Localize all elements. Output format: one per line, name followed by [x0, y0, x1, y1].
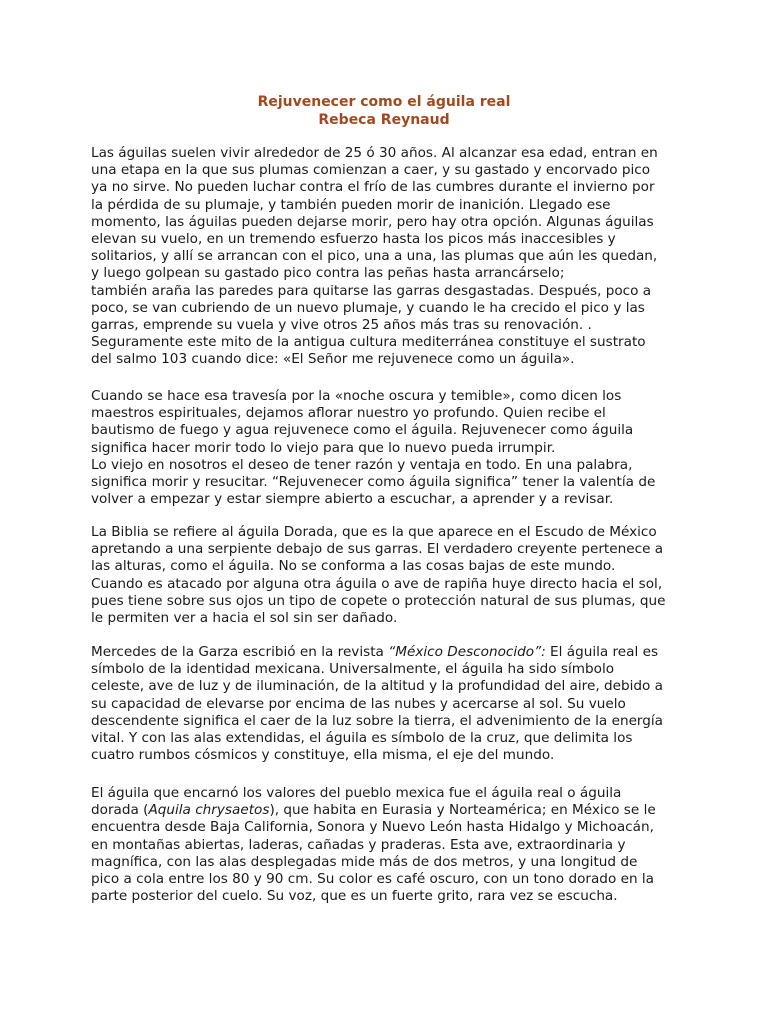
text-line: del salmo 103 cuando dice: «El Señor me rejuvenece como un águila». [91, 351, 575, 368]
text-run: El águila real es [545, 644, 659, 660]
italic-text: Aquila chrysaetos [148, 802, 270, 819]
text-line: magnífica, con las alas desplegadas mide más de dos metros, y una longitud de [91, 853, 638, 870]
text-line: Cuando es atacado por alguna otra águila o ave de rapiña huye directo hacia el sol, [91, 575, 663, 592]
text-line: también araña las paredes para quitarse las garras desgastadas. Después, poco a [91, 282, 652, 299]
text-line: ya no sirve. No pueden luchar contra el frío de las cumbres durante el invierno por [91, 179, 655, 196]
text-line: su capacidad de elevarse por encima de las nubes y acercarse al sol. Su vuelo [91, 695, 626, 712]
text-line: solitarios, y allí se arrancan con el pico, una a una, las plumas que aún les quedan, [91, 248, 658, 265]
text-line: símbolo de la identidad mexicana. Universalmente, el águila ha sido símbolo [91, 661, 615, 678]
text-line: encuentra desde Baja California, Sonora y Nuevo León hasta Hidalgo y Michoacán, [91, 819, 654, 836]
text-line: garras, emprende su vuela y vive otros 25 años más tras su renovación. . [91, 316, 592, 333]
text-line: Cuando se hace esa travesía por la «noche oscura y temible», como dicen los [91, 388, 622, 404]
document-author: Rebeca Reynaud [318, 112, 450, 128]
text-line: bautismo de fuego y agua rejuvenece como el águila. Rejuvenecer como águila [91, 422, 634, 439]
text-line: significa morir y resucitar. “Rejuvenecer como águila significa” tener la valentía de [91, 473, 656, 490]
paragraph-5 [91, 785, 691, 905]
paragraph-1 [91, 145, 691, 368]
text-line: vital. Y con las alas extendidas, el águila es símbolo de la cruz, que delimita los [91, 729, 633, 746]
text-line: celeste, ave de luz y de iluminación, de la altitud y la profundidad del aire, debido a [91, 678, 663, 695]
text-line: volver a empezar y estar siempre abierto a escuchar, a aprender y a revisar. [91, 491, 614, 508]
text-line: momento, las águilas pueden dejarse morir, pero hay otra opción. Algunas águilas [91, 213, 654, 230]
text-line: significa hacer morir todo lo viejo para que lo nuevo pueda irrumpir. [91, 439, 556, 456]
text-line: pues tiene sobre sus ojos un tipo de copete o protección natural de sus plumas, que [91, 592, 666, 609]
text-line: El águila que encarnó los valores del pueblo mexica fue el águila real o águila [91, 785, 622, 801]
text-run: ), que habita en Eurasia y Norteamérica; en México se le [269, 802, 656, 819]
text-line: apretando a una serpiente debajo de sus garras. El verdadero creyente pertenece a [91, 541, 664, 558]
text-line: maestros espirituales, dejamos aflorar nuestro yo profundo. Quien recibe el [91, 405, 606, 422]
paragraph-4 [91, 644, 691, 764]
text-line: Las águilas suelen vivir alrededor de 25 ó 30 años. Al alcanzar esa edad, entran en [91, 145, 658, 161]
text-line: pico a cola entre los 80 y 90 cm. Su color es café oscuro, con un tono dorado en la [91, 870, 654, 887]
text-line: descendente significa el caer de la luz sobre la tierra, el advenimiento de la energía [91, 712, 664, 729]
text-line: poco, se van cubriendo de un nuevo plumaje, y cuando le ha crecido el pico y las [91, 299, 645, 316]
text-line: le permiten ver a hacia el sol sin ser dañado. [91, 609, 398, 626]
text-line: las alturas, como el águila. No se conforma a las cosas bajas de este mundo. [91, 558, 616, 575]
paragraph-3 [91, 524, 691, 627]
text-line: La Biblia se refiere al águila Dorada, que es la que aparece en el Escudo de México [91, 524, 657, 540]
text-run: dorada ( [91, 802, 149, 819]
text-line: parte posterior del cuelo. Su voz, que es un fuerte grito, rara vez se escucha. [91, 888, 618, 905]
text-line: cuatro rumbos cósmicos y constituye, ella misma, el eje del mundo. [91, 747, 555, 764]
text-line: Lo viejo en nosotros el deseo de tener razón y ventaja en todo. En una palabra, [91, 456, 633, 473]
text-line [91, 802, 691, 819]
text-line: una etapa en la que sus plumas comienzan a caer, y su gastado y encorvado pico [91, 162, 651, 179]
text-run: Mercedes de la Garza escribió en la revista [91, 644, 389, 660]
text-line [91, 644, 691, 661]
text-line: elevan su vuelo, en un tremendo esfuerzo hasta los picos más inaccesibles y [91, 230, 616, 247]
text-line: Seguramente este mito de la antigua cultura mediterránea constituye el sustrato [91, 334, 646, 351]
text-line: y luego golpean su gastado pico contra las peñas hasta arrancárselo; [91, 265, 565, 282]
paragraph-2 [91, 388, 691, 508]
document-title: Rejuvenecer como el águila real [257, 94, 511, 110]
text-line: en montañas abiertas, laderas, cañadas y praderas. Esta ave, extraordinaria y [91, 836, 626, 853]
text-line: la pérdida de su plumaje, y también pueden morir de inanición. Llegado ese [91, 196, 611, 213]
italic-text: “México Desconocido”: [388, 644, 546, 660]
